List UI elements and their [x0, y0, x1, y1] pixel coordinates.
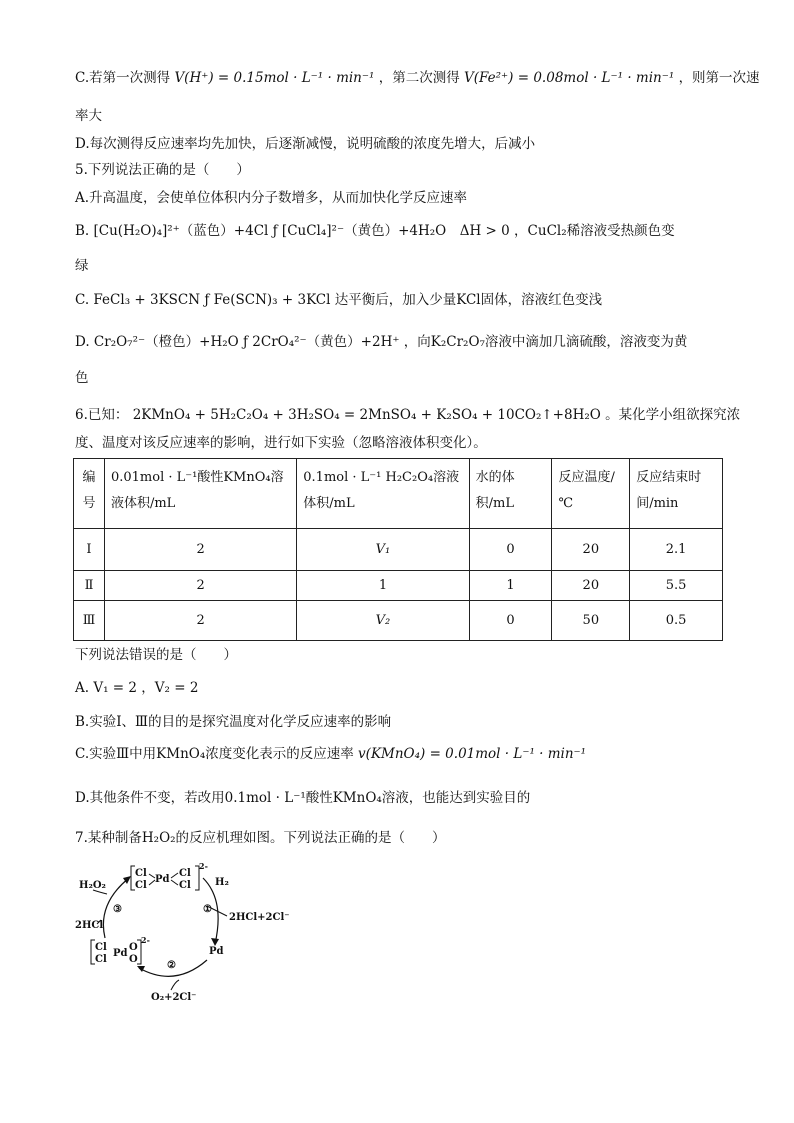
- table-row: [74, 529, 723, 571]
- q5-c-text: 达平衡后，加入少量KCl固体，溶液红色变浅: [334, 292, 603, 308]
- pd-label: Pd: [209, 946, 224, 957]
- q4-c-text-b: ，第二次测得: [378, 70, 460, 86]
- q5-c-equation: C. FeCl₃ + 3KSCN ƒ Fe(SCN)₃ + 3KCl: [75, 292, 331, 308]
- q4-c-rate1: V(H⁺) = 0.15mol · L⁻¹ · min⁻¹: [174, 70, 375, 86]
- q7-stem: 7.某种制备H₂O₂的反应机理如图。下列说法正确的是（ ）: [75, 830, 446, 846]
- h2-label: H₂: [215, 877, 229, 888]
- cell: 5.5: [630, 571, 723, 601]
- q4-option-c: [75, 68, 760, 88]
- top-cl-3: Cl: [179, 868, 191, 879]
- q5-option-d: [75, 332, 687, 352]
- q5-option-b: [75, 221, 675, 241]
- q6-option-c: [75, 744, 586, 764]
- q6-c-equation: v(KMnO₄) = 0.01mol · L⁻¹ · min⁻¹: [358, 746, 587, 762]
- cell: 2.1: [630, 529, 723, 571]
- q5-d-continued: 色: [75, 370, 89, 386]
- cell: Ⅰ: [74, 529, 105, 571]
- q6-stem-b: 。某化学小组欲探究浓: [605, 407, 741, 423]
- reagent2-label: O₂+2Cl⁻: [151, 992, 197, 1003]
- bond-line: [171, 880, 178, 885]
- q5-b-text: ，CuCl₂稀溶液受热颜色变: [514, 223, 675, 239]
- table-header-row: [74, 459, 723, 529]
- reaction-mechanism-diagram: [75, 860, 305, 1005]
- q6-ask: 下列说法错误的是（ ）: [75, 647, 237, 663]
- arrow-reagent2: [171, 980, 179, 990]
- step3-label: ③: [113, 904, 122, 915]
- table-row: [74, 571, 723, 601]
- cell: 2: [104, 529, 296, 571]
- q5-option-c: [75, 290, 602, 310]
- top-cl-1: Cl: [135, 868, 147, 879]
- q4-c-text-a: C.若第一次测得: [75, 70, 171, 86]
- table-row: [74, 601, 723, 641]
- q5-option-a: A.升高温度，会使单位体积内分子数增多，从而加快化学反应速率: [75, 190, 468, 206]
- q4-option-d: D.每次测得反应速率均先加快，后逐渐减慢，说明硫酸的浓度先增大，后减小: [75, 136, 536, 152]
- q6-stem-a: 6.已知：: [75, 407, 129, 423]
- q6-option-b: B.实验Ⅰ、Ⅲ的目的是探究温度对化学反应速率的影响: [75, 714, 392, 730]
- header-id: 编号: [74, 459, 105, 529]
- hcl2-label: 2HCl: [75, 920, 104, 931]
- cell: V₂: [297, 601, 469, 641]
- bottom-charge: 2-: [141, 935, 150, 945]
- cell: 2: [104, 571, 296, 601]
- bottom-cl-1: Cl: [95, 942, 107, 953]
- bottom-pd: Pd: [113, 948, 128, 959]
- cell: V₁: [297, 529, 469, 571]
- q5-b-equation: [Cu(H₂O)₄]²⁺（蓝色）+4Cl ƒ [CuCl₄]²⁻（黄色）+4H₂O ΔH > 0: [93, 223, 510, 239]
- cell: 0: [469, 601, 552, 641]
- q6-option-a: A. V₁ = 2 ，V₂ = 2: [75, 680, 199, 696]
- step2-label: ②: [167, 960, 176, 971]
- h2o2-label: H₂O₂: [79, 880, 106, 891]
- q6-stem: [75, 405, 740, 425]
- cell: 1: [297, 571, 469, 601]
- header-temp: 反应温度/℃: [552, 459, 630, 529]
- cell: Ⅱ: [74, 571, 105, 601]
- header-h2c2o4: 0.1mol · L⁻¹ H₂C₂O₄溶液体积/mL: [297, 459, 469, 529]
- q6-equation: 2KMnO₄ + 5H₂C₂O₄ + 3H₂SO₄ = 2MnSO₄ + K₂SO₄ + 10CO₂↑+8H₂O: [132, 407, 601, 423]
- bottom-cl-2: Cl: [95, 954, 107, 965]
- top-pd: Pd: [155, 874, 170, 885]
- q6-option-d: D.其他条件不变，若改用0.1mol · L⁻¹酸性KMnO₄溶液，也能达到实验目的: [75, 790, 531, 806]
- header-time: 反应结束时间/min: [630, 459, 723, 529]
- product1-label: 2HCl+2Cl⁻: [229, 912, 290, 923]
- header-kmno4: 0.01mol · L⁻¹酸性KMnO₄溶液体积/mL: [104, 459, 296, 529]
- cell: 50: [552, 601, 630, 641]
- bottom-o-1: O: [129, 942, 138, 953]
- q6-table: [73, 458, 723, 641]
- q6-c-text: C.实验Ⅲ中用KMnO₄浓度变化表示的反应速率: [75, 746, 354, 762]
- top-charge: 2-: [199, 861, 208, 871]
- arrow-head: [211, 938, 219, 946]
- cell: 20: [552, 529, 630, 571]
- cell: 1: [469, 571, 552, 601]
- q5-stem: 5.下列说法正确的是（ ）: [75, 162, 250, 178]
- cell: 2: [104, 601, 296, 641]
- q5-d-text: ，向K₂Cr₂O₇溶液中滴加几滴硫酸，溶液变为黄: [403, 334, 688, 350]
- q5-b-label: B.: [75, 223, 90, 239]
- top-cl-4: Cl: [179, 880, 191, 891]
- bottom-o-2: O: [129, 954, 138, 965]
- cell: 20: [552, 571, 630, 601]
- top-cl-2: Cl: [135, 880, 147, 891]
- cell: 0: [469, 529, 552, 571]
- cell: 0.5: [630, 601, 723, 641]
- q4-c-continued: 率大: [75, 108, 102, 124]
- bond-line: [171, 873, 178, 878]
- q5-d-equation: D. Cr₂O₇²⁻（橙色）+H₂O ƒ 2CrO₄²⁻（黄色）+2H⁺: [75, 334, 400, 350]
- q4-c-text-c: ，则第一次速: [678, 70, 760, 86]
- cell: Ⅲ: [74, 601, 105, 641]
- q4-c-rate2: V(Fe²⁺) = 0.08mol · L⁻¹ · min⁻¹: [464, 70, 675, 86]
- q5-b-continued: 绿: [75, 258, 89, 274]
- header-water: 水的体积/mL: [469, 459, 552, 529]
- step1-label: ①: [203, 904, 212, 915]
- q6-stem-continued: 度、温度对该反应速率的影响，进行如下实验（忽略溶液体积变化）。: [75, 435, 487, 451]
